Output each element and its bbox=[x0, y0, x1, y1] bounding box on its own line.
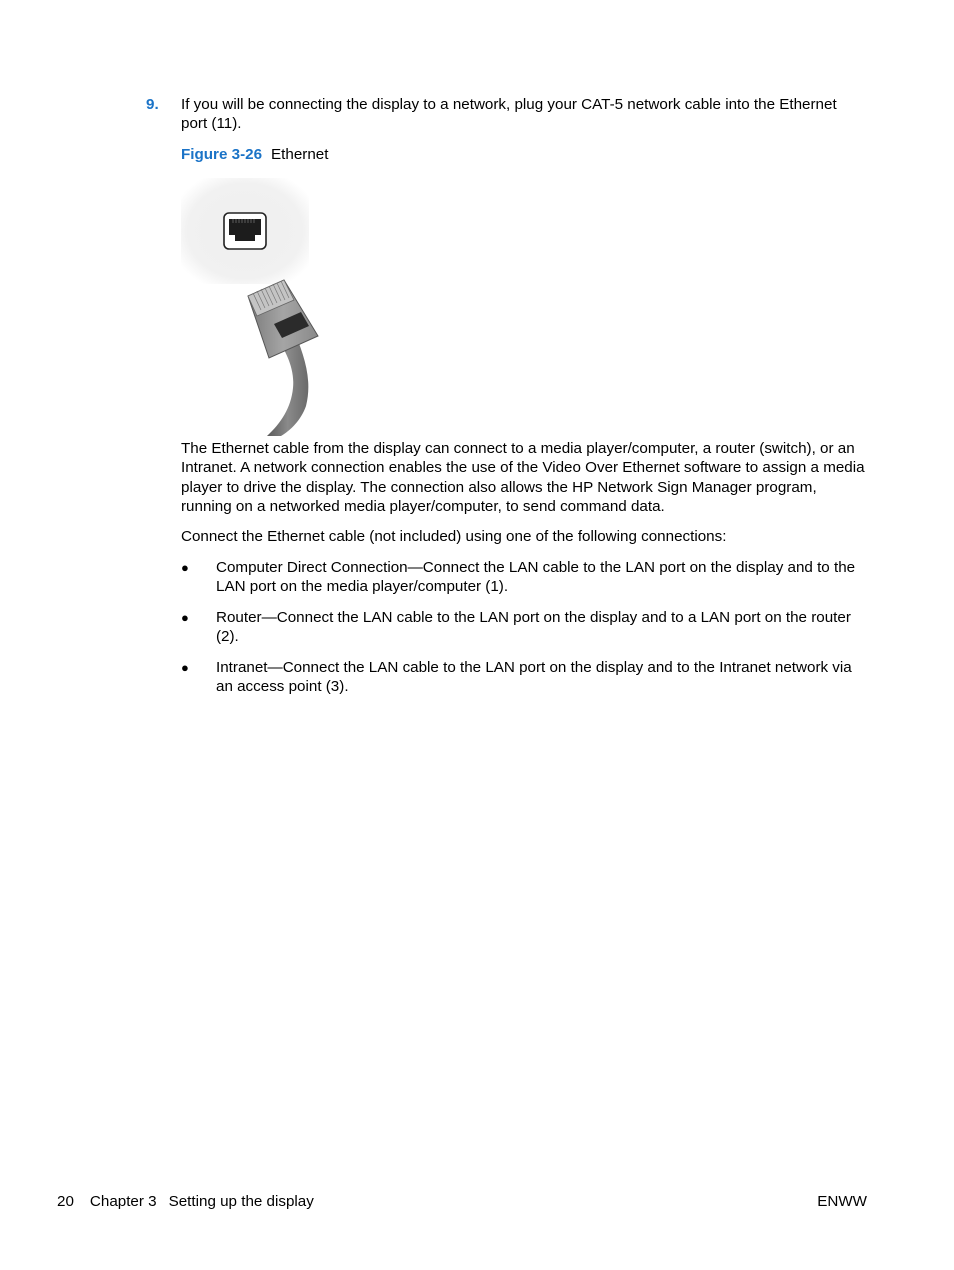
connection-options-list bbox=[181, 558, 867, 707]
figure-caption bbox=[181, 145, 328, 164]
list-item: ● Router—Connect the LAN cable to the LAN port on the display and to a LAN port on the router (2). bbox=[181, 608, 851, 646]
figure-label: Figure 3-26 bbox=[181, 146, 263, 163]
step-text: If you will be connecting the display to a network, plug your CAT-5 network cable into the Ethernet port (11). bbox=[181, 96, 837, 133]
footer-chapter-title: Setting up the display bbox=[168, 1193, 314, 1210]
footer-left bbox=[57, 1192, 330, 1211]
page-number: 20 bbox=[57, 1193, 74, 1210]
step-number: 9. bbox=[146, 96, 159, 113]
bullet-icon: ● bbox=[181, 560, 189, 575]
list-item: ● Computer Direct Connection—Connect the LAN cable to the LAN port on the display and to the LAN port on the media player/computer (1). bbox=[181, 559, 856, 596]
bullet-icon: ● bbox=[181, 609, 189, 625]
footer-right: ENWW bbox=[817, 1193, 867, 1210]
bullet-icon: ● bbox=[181, 659, 189, 675]
ethernet-figure bbox=[181, 178, 341, 441]
rj45-plug-icon bbox=[248, 280, 318, 436]
list-item: ● Intranet—Connect the LAN cable to the LAN port on the display and to the Intranet network via an access point (3). bbox=[181, 658, 852, 696]
footer-chapter: Chapter 3 bbox=[89, 1193, 157, 1210]
ethernet-cable-illustration bbox=[181, 178, 341, 436]
paragraph-connect-instructions: Connect the Ethernet cable (not included) using one of the following connections: bbox=[181, 528, 727, 545]
ethernet-port-icon bbox=[224, 213, 266, 249]
paragraph-ethernet-description: The Ethernet cable from the display can connect to a media player/computer, a router (switch), or an Intranet. A network connection enables the use of the Video Over Ethernet software to assign a media player to drive the display. The connection also allows the HP Network Sign Manager program, running on a networked media player/computer, to send command data. bbox=[181, 440, 865, 516]
figure-title: Ethernet bbox=[271, 146, 329, 163]
